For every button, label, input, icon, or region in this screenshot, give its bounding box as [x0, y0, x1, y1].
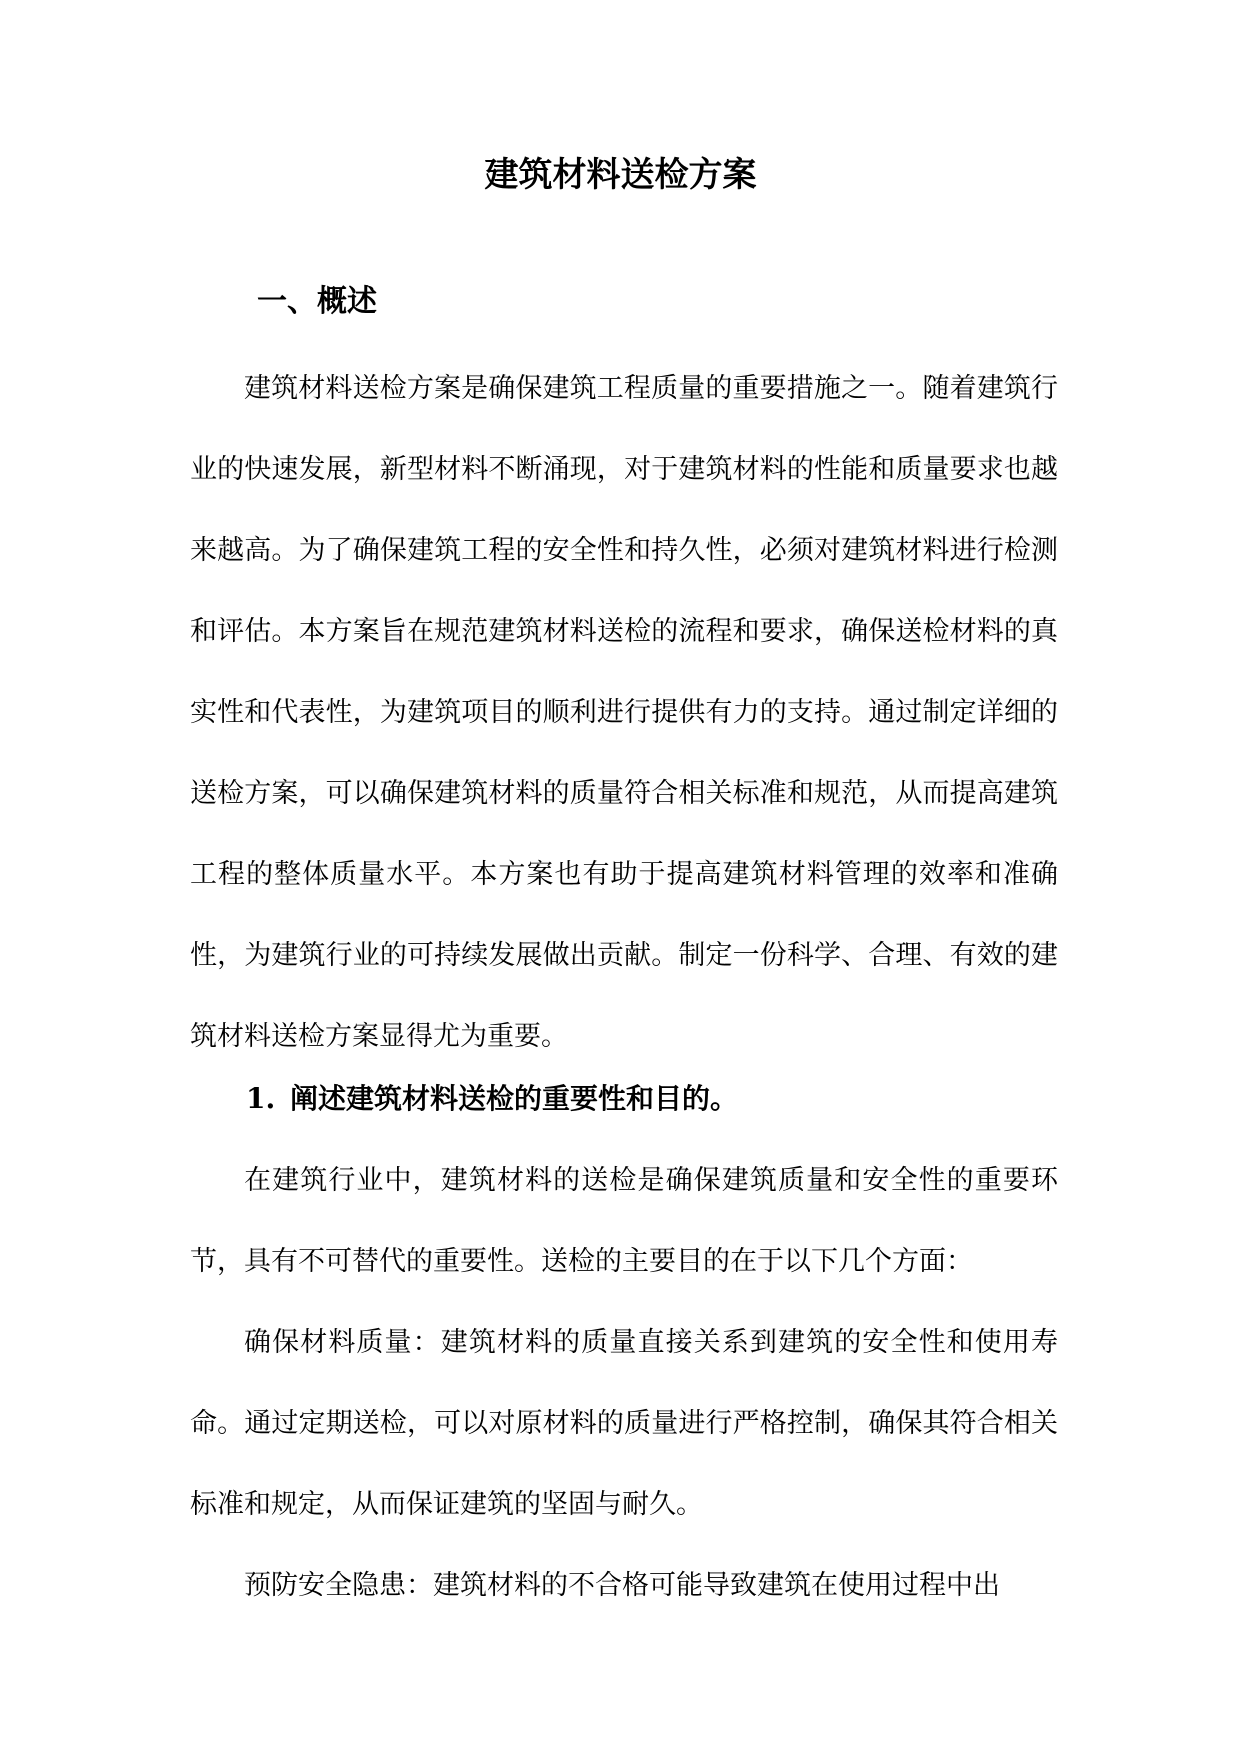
sub-heading-number: 1.	[246, 1082, 276, 1115]
importance-paragraph: 在建筑行业中，建筑材料的送检是确保建筑质量和安全性的重要环节，具有不可替代的重要性。送检的主要目的在于以下几个方面：	[190, 1165, 1058, 1277]
section-heading-overview: 一、概述	[257, 284, 377, 319]
document-title: 建筑材料送检方案	[484, 155, 757, 195]
safety-hazard-paragraph: 预防安全隐患：建筑材料的不合格可能导致建筑在使用过程中出	[244, 1570, 1000, 1601]
sub-heading-text: 阐述建筑材料送检的重要性和目的。	[290, 1082, 739, 1115]
overview-paragraph: 建筑材料送检方案是确保建筑工程质量的重要措施之一。随着建筑行业的快速发展，新型材料不断涌现，对于建筑材料的性能和质量要求也越来越高。为了确保建筑工程的安全性和持久性，必须对建筑材料进行检测和评估。本方案旨在规范建筑材料送检的流程和要求，确保送检材料的真实性和代表性，为建筑项目的顺利进行提供有力的支持。通过制定详细的送检方案，可以确保建筑材料的质量符合相关标准和规范，从而提高建筑工程的整体质量水平。本方案也有助于提高建筑材料管理的效率和准确性，为建筑行业的可持续发展做出贡献。制定一份科学、合理、有效的建筑材料送检方案显得尤为重要。	[190, 373, 1058, 1052]
material-quality-paragraph: 确保材料质量：建筑材料的质量直接关系到建筑的安全性和使用寿命。通过定期送检，可以对原材料的质量进行严格控制，确保其符合相关标准和规定，从而保证建筑的坚固与耐久。	[190, 1327, 1058, 1520]
sub-heading-importance	[246, 1078, 738, 1120]
